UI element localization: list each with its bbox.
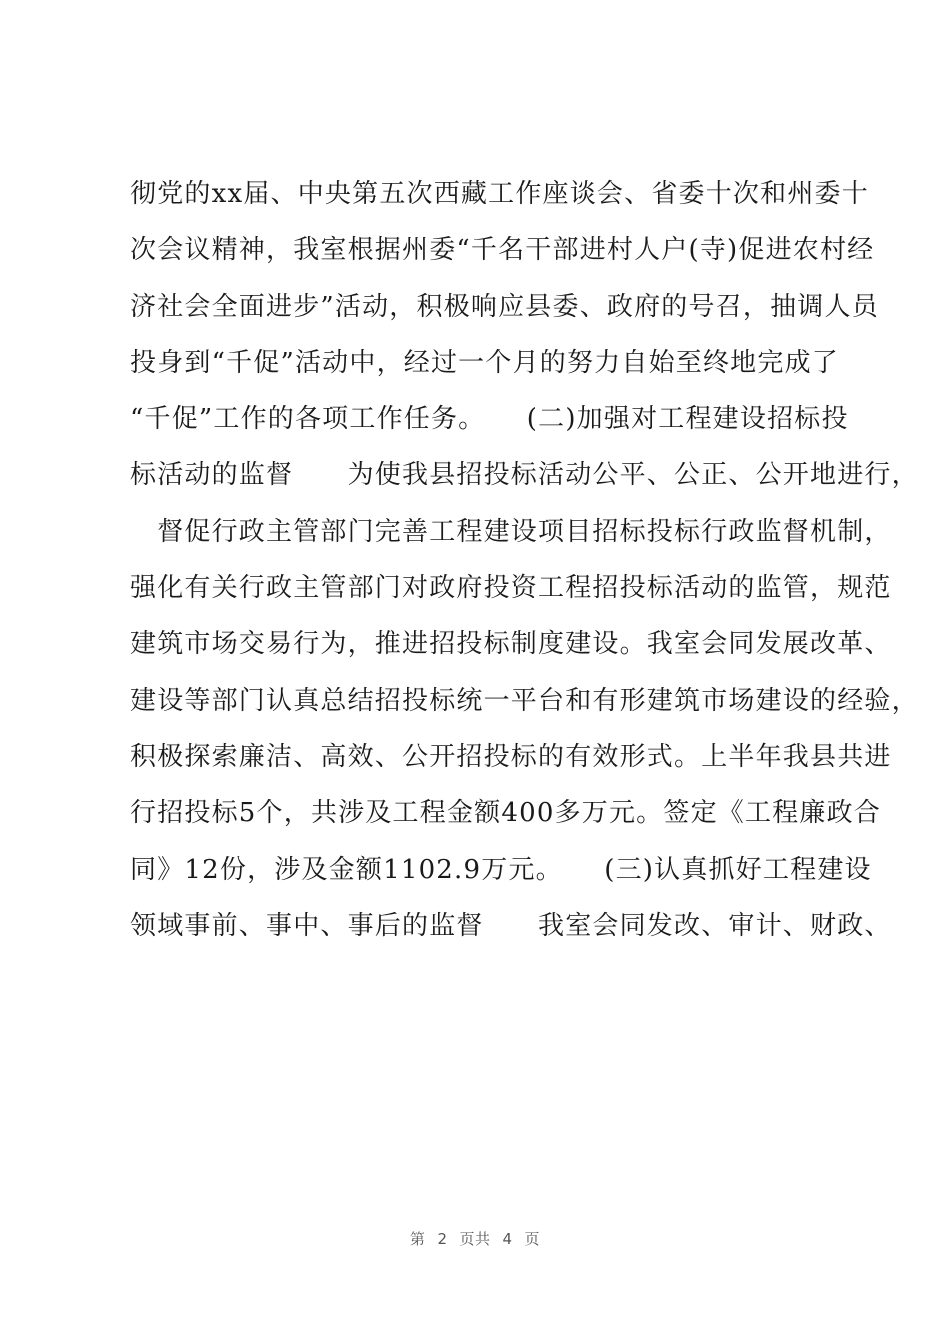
text-line: “千促”工作的各项工作任务。 (二)加强对工程建设招标投 [130,404,849,435]
footer-label-prefix: 第 [409,1230,426,1248]
text-line: 济社会全面进步”活动，积极响应县委、政府的号召，抽调人员 [130,291,879,322]
text-line: 投身到“千促”活动中，经过一个月的努力自始至终地完成了 [130,347,839,378]
text-line: 建设等部门认真总结招投标统一平台和有形建筑市场建设的经验， [130,685,919,716]
text-line: 次会议精神，我室根据州委“千名干部进村人户(寺)促进农村经 [130,235,875,266]
text-line: 督促行政主管部门完善工程建设项目招标投标行政监督机制， [130,516,892,547]
body-text [130,172,919,960]
text-line: 彻党的xx届、中央第五次西藏工作座谈会、省委十次和州委十 [130,179,869,209]
text-line: 积极探索廉洁、高效、公开招投标的有效形式。上半年我县共进 [130,741,892,772]
text-line: 同》12份，涉及金额1102.9万元。 (三)认真抓好工程建设 [130,854,872,885]
footer-total-pages: 4 [502,1230,513,1248]
text-line: 强化有关行政主管部门对政府投资工程招投标活动的监管，规范 [130,573,892,604]
page-footer [0,1228,950,1249]
text-line: 行招投标5个，共涉及工程金额400多万元。签定《工程廉政合 [130,798,881,829]
text-line: 建筑市场交易行为，推进招投标制度建设。我室会同发展改革、 [130,629,892,660]
footer-label-middle: 页共 [459,1230,491,1248]
text-line: 领域事前、事中、事后的监督 我室会同发改、审计、财政、 [130,910,892,941]
footer-current-page: 2 [437,1230,448,1248]
footer-label-suffix: 页 [524,1230,541,1248]
text-line: 标活动的监督 为使我县招投标活动公平、公正、公开地进行， [130,460,919,491]
